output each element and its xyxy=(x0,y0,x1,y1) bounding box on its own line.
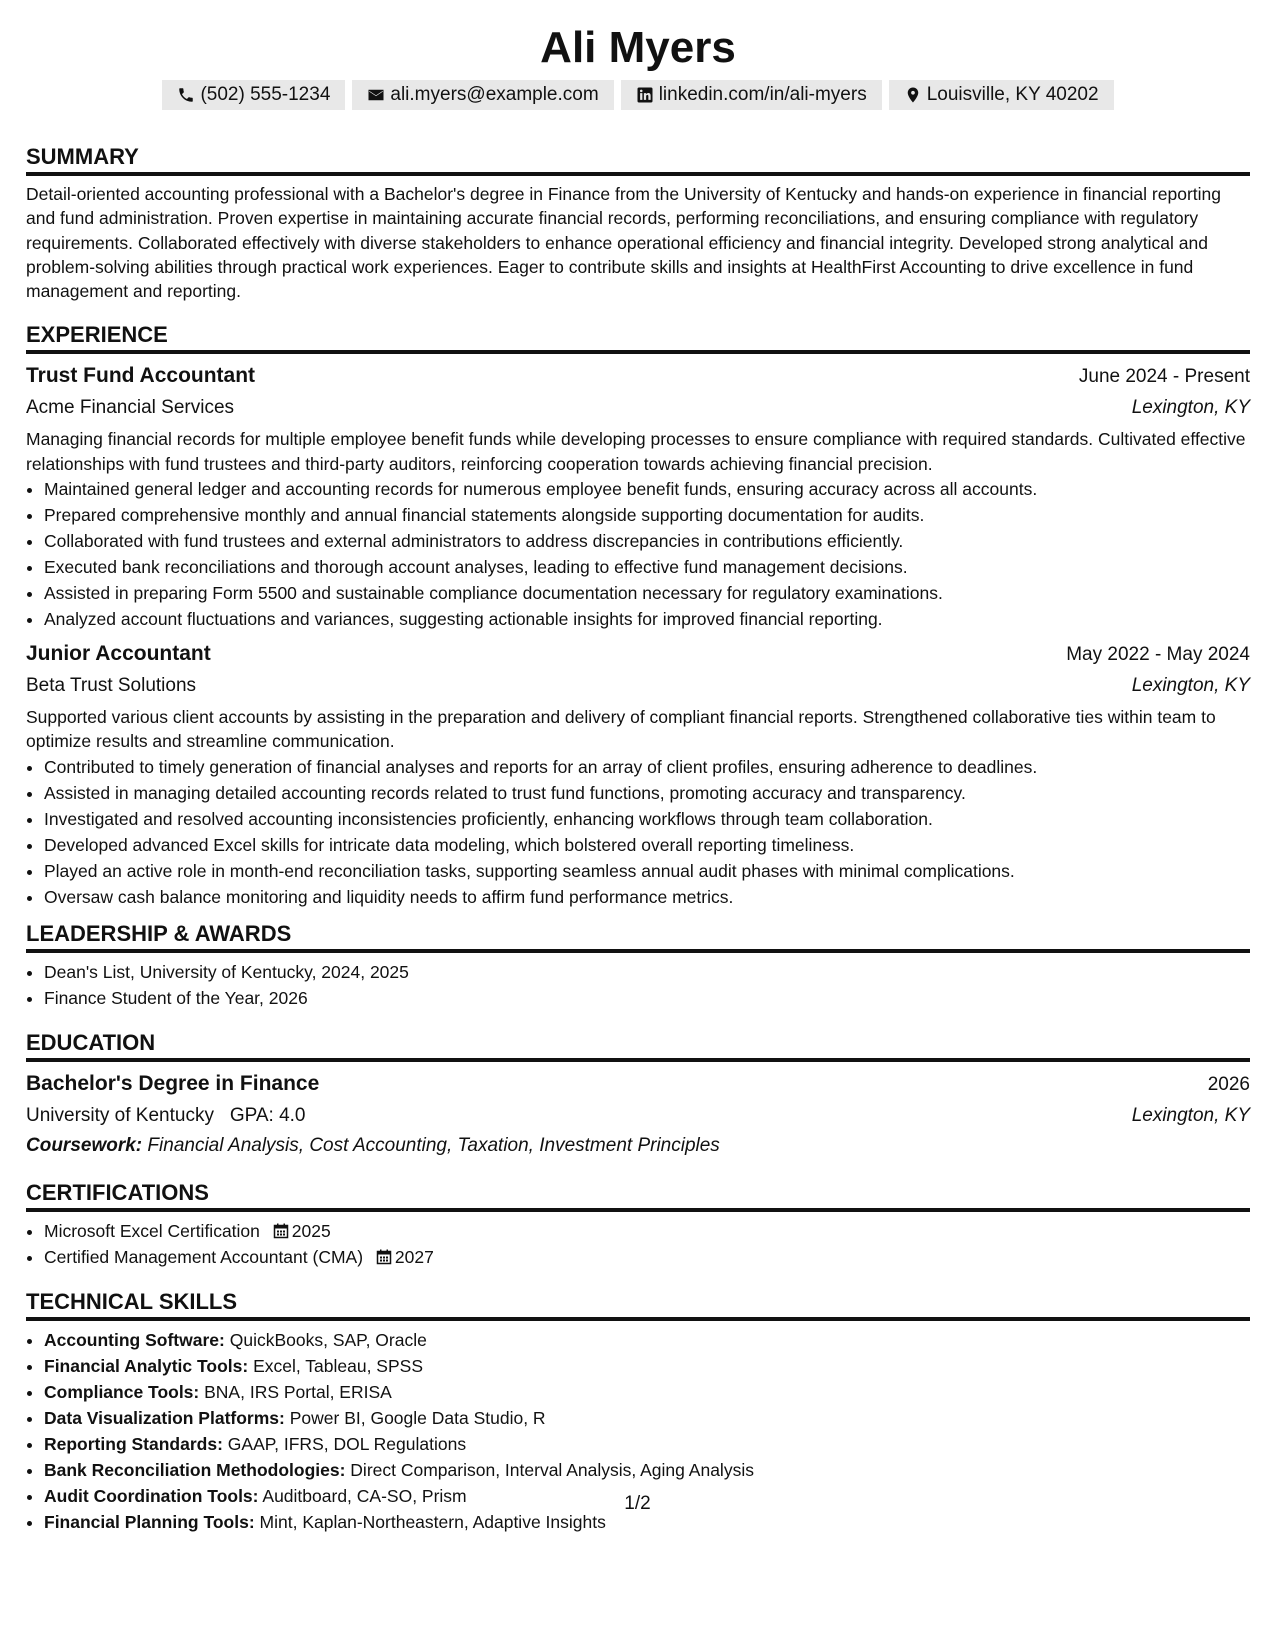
calendar-icon xyxy=(273,1223,289,1239)
email-chip[interactable] xyxy=(352,80,613,110)
resume-page xyxy=(26,0,1250,1535)
coursework-list: Financial Analysis, Cost Accounting, Taxation, Investment Principles xyxy=(147,1134,720,1156)
contact-bar xyxy=(26,80,1250,110)
candidate-name: Ali Myers xyxy=(540,23,736,72)
skill-label: Audit Coordination Tools: xyxy=(44,1485,259,1506)
skill-label: Data Visualization Platforms: xyxy=(44,1407,285,1428)
award-item: • Dean's List, University of Kentucky, 2024, 2025 xyxy=(44,959,1250,985)
education-section xyxy=(26,1029,1250,1161)
leadership-list xyxy=(26,959,1250,1011)
skill-label: Compliance Tools: xyxy=(44,1381,200,1402)
skill-item xyxy=(44,1353,1250,1379)
envelope-icon xyxy=(367,86,385,104)
job-bullet: • Collaborated with fund trustees and external administrators to address discrepancies in contributions efficiently. xyxy=(44,528,1250,554)
section-title-skills: TECHNICAL SKILLS xyxy=(26,1288,1250,1321)
job-bullet: • Analyzed account fluctuations and variances, suggesting actionable insights for improved financial reporting. xyxy=(44,606,1250,632)
linkedin-text: linkedin.com/in/ali-myers xyxy=(658,84,867,105)
job-bullet: • Developed advanced Excel skills for intricate data modeling, which bolstered overall reporting timeliness. xyxy=(44,832,1250,858)
graduation-year: 2026 xyxy=(1207,1073,1250,1095)
skill-item xyxy=(44,1457,1250,1483)
map-pin-icon xyxy=(904,86,922,104)
job-bullet: • Played an active role in month-end reconciliation tasks, supporting seamless annual audit phases with minimal complications. xyxy=(44,858,1250,884)
linkedin-chip[interactable] xyxy=(621,80,882,110)
section-title-leadership: LEADERSHIP & AWARDS xyxy=(26,920,1250,953)
job-bullets xyxy=(26,754,1250,910)
certification-name: Certified Management Accountant (CMA) xyxy=(44,1246,364,1267)
skill-item xyxy=(44,1327,1250,1353)
job-location: Lexington, KY xyxy=(1131,675,1250,697)
company-name: Acme Financial Services xyxy=(26,397,235,419)
skill-value: Direct Comparison, Interval Analysis, Aging Analysis xyxy=(350,1459,754,1480)
degree-name: Bachelor's Degree in Finance xyxy=(26,1071,320,1095)
skill-label: Reporting Standards: xyxy=(44,1433,223,1454)
skill-item xyxy=(44,1379,1250,1405)
skill-label: Bank Reconciliation Methodologies: xyxy=(44,1459,346,1480)
job-bullet: • Executed bank reconciliations and thorough account analyses, leading to effective fund management decisions. xyxy=(44,554,1250,580)
phone-icon xyxy=(177,86,195,104)
skill-value: Mint, Kaplan-Northeastern, Adaptive Insights xyxy=(259,1511,606,1532)
job-dates: June 2024 - Present xyxy=(1078,366,1250,388)
section-title-education: EDUCATION xyxy=(26,1029,1250,1062)
job-bullet: • Oversaw cash balance monitoring and liquidity needs to affirm fund performance metrics. xyxy=(44,884,1250,910)
skill-value: Power BI, Google Data Studio, R xyxy=(289,1407,546,1428)
skill-label: Accounting Software: xyxy=(44,1329,225,1350)
coursework xyxy=(26,1131,1250,1161)
summary-text: Detail-oriented accounting professional with a Bachelor's degree in Finance from the University of Kentucky and hands-on experience in financial reporting and fund administration. Proven expertise in maintaining accurate financial records, performing reconciliations, and ensuring compliance with regulatory requirements. Collaborated effectively with diverse stakeholders to enhance operational efficiency and financial integrity. Developed strong analytical and problem-solving abilities through practical work experiences. Eager to contribute skills and insights at HealthFirst Accounting to drive excellence in fund management and reporting. xyxy=(26,184,1221,302)
award-item: • Finance Student of the Year, 2026 xyxy=(44,985,1250,1011)
school-location: Lexington, KY xyxy=(1131,1104,1250,1126)
email-text: ali.myers@example.com xyxy=(390,84,599,105)
job-title: Trust Fund Accountant xyxy=(26,364,256,388)
skill-value: GAAP, IFRS, DOL Regulations xyxy=(227,1433,467,1454)
job-entry xyxy=(26,360,1250,632)
skill-item xyxy=(44,1405,1250,1431)
phone-chip[interactable] xyxy=(162,80,345,110)
job-description: Managing financial records for multiple employee benefit funds while developing processes to ensure compliance with required standards. Cultivated effective relationships with fund trustees and third-party auditors, reinforcing cooperation towards achieving financial precision. xyxy=(26,429,1246,474)
job-bullet: • Assisted in preparing Form 5500 and sustainable compliance documentation necessary for regulatory examinations. xyxy=(44,580,1250,606)
gpa: GPA: 4.0 xyxy=(229,1104,306,1126)
location-text: Louisville, KY 40202 xyxy=(926,84,1099,105)
certifications-section xyxy=(26,1179,1250,1270)
phone-text: (502) 555-1234 xyxy=(200,84,331,105)
section-title-certifications: CERTIFICATIONS xyxy=(26,1179,1250,1212)
job-bullet: • Maintained general ledger and accounting records for numerous employee benefit funds, ensuring accuracy across all accounts. xyxy=(44,476,1250,502)
school-name: University of Kentucky xyxy=(26,1104,214,1126)
leadership-section xyxy=(26,920,1250,1011)
certification-year: 2027 xyxy=(394,1246,434,1267)
calendar-icon xyxy=(376,1249,392,1265)
skill-label: Financial Planning Tools: xyxy=(44,1511,255,1532)
summary-section xyxy=(26,143,1250,303)
job-bullets xyxy=(26,476,1250,632)
skill-value: QuickBooks, SAP, Oracle xyxy=(229,1329,427,1350)
certification-name: Microsoft Excel Certification xyxy=(44,1220,260,1241)
job-bullet: • Contributed to timely generation of financial analyses and reports for an array of client profiles, ensuring adherence to deadlines. xyxy=(44,754,1250,780)
certification-year: 2025 xyxy=(291,1220,331,1241)
linkedin-icon xyxy=(636,86,654,104)
coursework-label: Coursework: xyxy=(26,1134,143,1156)
job-title: Junior Accountant xyxy=(26,642,211,666)
certification-item xyxy=(44,1218,1250,1244)
job-location: Lexington, KY xyxy=(1131,397,1250,419)
job-dates: May 2022 - May 2024 xyxy=(1066,644,1250,666)
company-name: Beta Trust Solutions xyxy=(26,675,197,697)
skill-value: Auditboard, CA-SO, Prism xyxy=(262,1485,467,1506)
section-title-experience: EXPERIENCE xyxy=(26,321,1250,354)
job-entry xyxy=(26,638,1250,910)
job-bullet: • Assisted in managing detailed accounting records related to trust fund functions, promoting accuracy and transparency. xyxy=(44,780,1250,806)
certification-item xyxy=(44,1244,1250,1270)
certifications-list xyxy=(26,1218,1250,1270)
experience-section xyxy=(26,321,1250,909)
location-chip xyxy=(889,80,1114,110)
page-number: 1/2 xyxy=(624,1493,651,1514)
skill-label: Financial Analytic Tools: xyxy=(44,1355,249,1376)
job-bullet: • Investigated and resolved accounting inconsistencies proficiently, enhancing workflows through team collaboration. xyxy=(44,806,1250,832)
skill-value: Excel, Tableau, SPSS xyxy=(253,1355,423,1376)
section-title-summary: SUMMARY xyxy=(26,143,1250,176)
skill-value: BNA, IRS Portal, ERISA xyxy=(204,1381,392,1402)
job-bullet: • Prepared comprehensive monthly and annual financial statements alongside supporting documentation for audits. xyxy=(44,502,1250,528)
school-info xyxy=(26,1101,306,1131)
skill-item xyxy=(44,1431,1250,1457)
job-description: Supported various client accounts by assisting in the preparation and delivery of compliant financial reports. Strengthened collaborative ties within team to optimize results and streamline communication. xyxy=(26,707,1216,752)
